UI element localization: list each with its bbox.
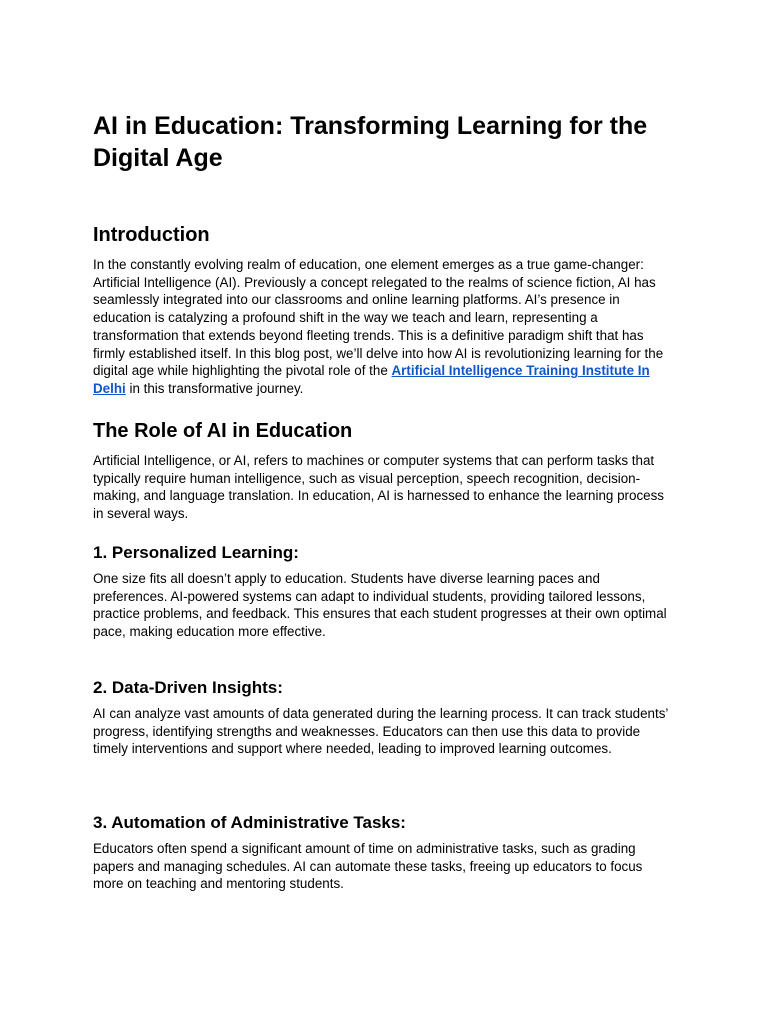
introduction-text-end: in this transformative journey.: [125, 380, 304, 396]
introduction-text: In the constantly evolving realm of education, one element emerges as a true game-changer: Artificial Intelligence (AI). Previously a concept relegated to the realms of science fiction, AI has seamlessly integrated into our classrooms and online learning platforms. AI’s presence in education is catalyzing a profound shift in the way we teach and learn, representing a transformation that extends beyond fleeting trends. This is a definitive paradigm shift that has firmly established itself. In this blog post, we’ll delve into how AI is revolutionizing learning for the digital age while highlighting the pivotal role of the: [93, 257, 664, 379]
section-text-personalized-learning: One size fits all doesn’t apply to education. Students have diverse learning paces and preferences. AI-powered systems can adapt to individual students, providing tailored lessons, practice problems, and feedback. This ensures that each student progresses at their own optimal pace, making education more effective.: [93, 571, 667, 640]
introduction-heading: Introduction: [93, 224, 210, 246]
role-paragraph: Artificial Intelligence, or AI, refers to machines or computer systems that can perform tasks that typically require human intelligence, such as visual perception, speech recognition, decision-making, and language translation. In education, AI is harnessed to enhance the learning process in several ways.: [93, 453, 664, 522]
document-title: AI in Education: Transforming Learning for the Digital Age: [93, 112, 648, 172]
section-text-automation: Educators often spend a significant amount of time on administrative tasks, such as grading papers and managing schedules. AI can automate these tasks, freeing up educators to focus more on teaching and mentoring students.: [93, 841, 643, 892]
section-heading-personalized-learning: 1. Personalized Learning:: [93, 543, 299, 562]
section-text-data-driven-insights: AI can analyze vast amounts of data generated during the learning process. It can track students’ progress, identifying strengths and weaknesses. Educators can then use this data to provide timely interventions and support where needed, leading to improved learning outcomes.: [93, 706, 668, 757]
introduction-paragraph: [93, 256, 673, 398]
section-heading-data-driven-insights: 2. Data-Driven Insights:: [93, 678, 283, 697]
role-heading: The Role of AI in Education: [93, 420, 353, 442]
section-heading-automation: 3. Automation of Administrative Tasks:: [93, 813, 406, 832]
institute-link[interactable]: Artificial Intelligence Training Institute In Delhi: [93, 363, 650, 396]
